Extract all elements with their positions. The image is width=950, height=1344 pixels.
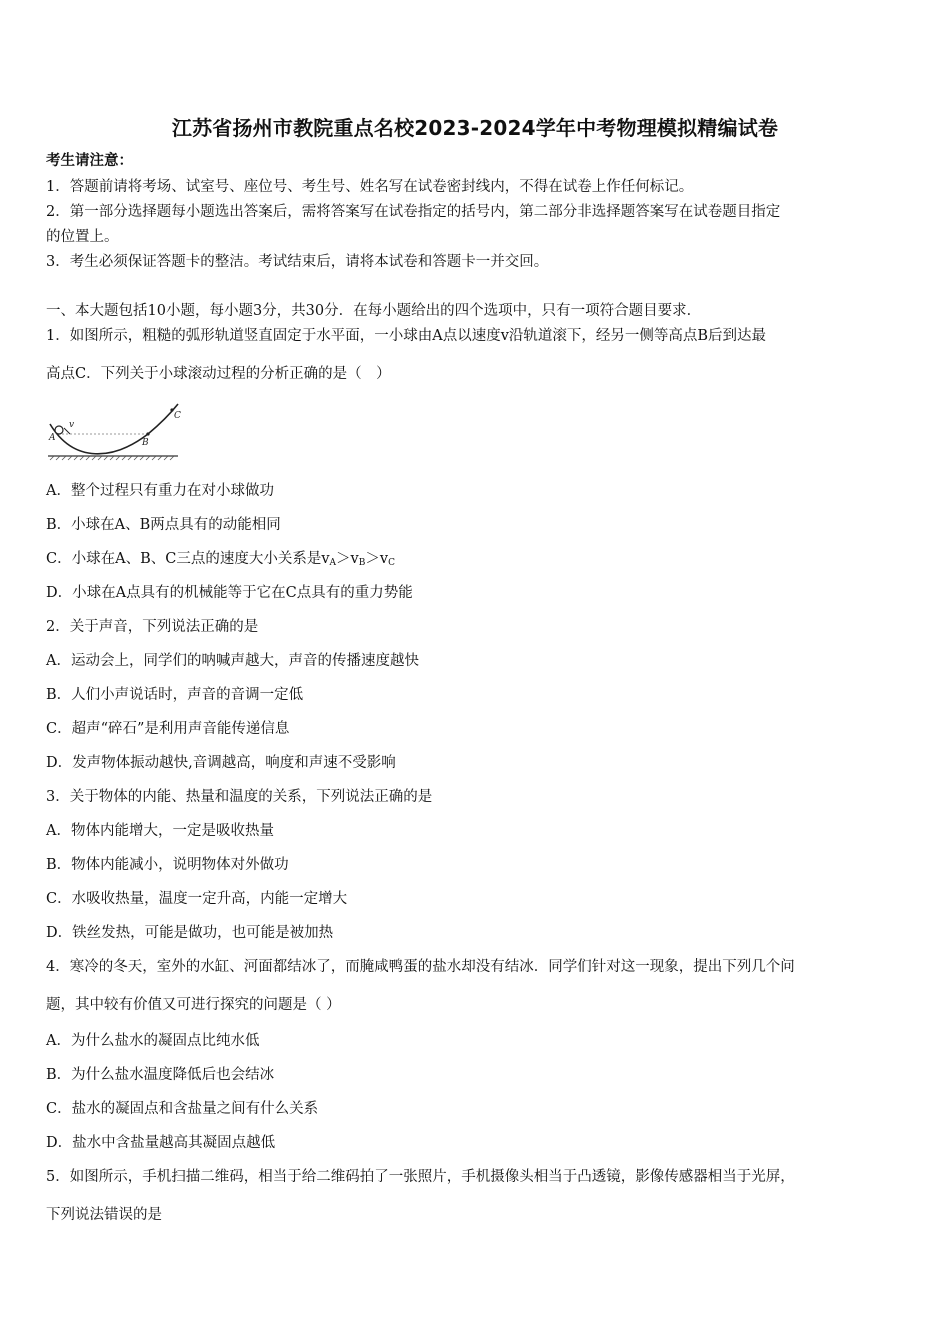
- velocity-symbol: v: [350, 551, 359, 567]
- q5-stem-line2: 下列说法错误的是: [46, 1207, 162, 1223]
- q4-stem-line1: 4．寒冷的冬天，室外的水缸、河面都结冰了，而腌咸鸭蛋的盐水却没有结冰．同学们针对这一现象，提出下列几个问: [46, 959, 795, 975]
- point-b-marker: [146, 432, 149, 435]
- q5-stem-line1: 5．如图所示，手机扫描二维码，相当于给二维码拍了一张照片，手机摄像头相当于凸透镜，影像传感器相当于光屏，: [46, 1169, 795, 1185]
- q4-stem-line2: 题，其中较有价值又可进行探究的问题是（ ）: [46, 997, 341, 1013]
- q1-track-figure: [44, 398, 190, 464]
- q3-option-a: A．物体内能增大，一定是吸收热量: [46, 823, 274, 839]
- greater-than-sign: ＞: [365, 551, 380, 567]
- label-b: B: [142, 438, 149, 448]
- q4-option-b: B．为什么盐水温度降低后也会结冰: [46, 1067, 275, 1083]
- q1-option-b: B．小球在A、B两点具有的动能相同: [46, 517, 281, 533]
- velocity-symbol: v: [321, 551, 330, 567]
- subscript-a: A: [329, 558, 337, 568]
- section-heading: 一、本大题包括10小题，每小题3分，共30分．在每小题给出的四个选项中，只有一项符合题目要求．: [46, 303, 702, 319]
- exam-title: 江苏省扬州市教院重点名校2023-2024学年中考物理模拟精编试卷: [171, 116, 779, 140]
- notice-2-cont: 的位置上。: [46, 229, 119, 245]
- q3-stem: 3．关于物体的内能、热量和温度的关系，下列说法正确的是: [46, 789, 433, 805]
- notice-3: 3．考生必须保证答题卡的整洁。考试结束后，请将本试卷和答题卡一并交回。: [46, 254, 549, 270]
- q3-option-b: B．物体内能减小，说明物体对外做功: [46, 857, 289, 873]
- q2-option-d: D．发声物体振动越快,音调越高，响度和声速不受影响: [46, 755, 396, 771]
- q3-option-d: D．铁丝发热，可能是做功，也可能是被加热: [46, 925, 334, 941]
- notice-heading: 考生请注意：: [46, 152, 133, 169]
- subscript-b: B: [358, 558, 366, 568]
- q1-option-c: [46, 549, 395, 573]
- q2-option-b: B．人们小声说话时，声音的音调一定低: [46, 687, 304, 703]
- q1-stem-line2: 高点C．下列关于小球滚动过程的分析正确的是（ ）: [46, 366, 391, 382]
- q1-option-c-text: C．小球在A、B、C三点的速度大小关系是: [46, 551, 322, 567]
- q4-option-a: A．为什么盐水的凝固点比纯水低: [46, 1033, 260, 1049]
- notice-1: 1．答题前请将考场、试室号、座位号、考生号、姓名写在试卷密封线内，不得在试卷上作任何标记。: [46, 179, 694, 195]
- q2-option-a: A．运动会上，同学们的呐喊声越大，声音的传播速度越快: [46, 653, 419, 669]
- greater-than-sign: ＞: [336, 551, 351, 567]
- q1-option-a: A．整个过程只有重力在对小球做功: [46, 483, 274, 499]
- q3-option-c: C．水吸收热量，温度一定升高，内能一定增大: [46, 891, 348, 907]
- q1-option-d: D．小球在A点具有的机械能等于它在C点具有的重力势能: [46, 585, 413, 601]
- velocity-symbol: v: [379, 551, 389, 567]
- q4-option-c: C．盐水的凝固点和含盐量之间有什么关系: [46, 1101, 319, 1117]
- q4-option-d: D．盐水中含盐量越高其凝固点越低: [46, 1135, 276, 1151]
- q2-option-c: C．超声“碎石”是利用声音能传递信息: [46, 721, 290, 737]
- label-v: v: [69, 420, 75, 430]
- q1-stem-line1: 1．如图所示，粗糙的弧形轨道竖直固定于水平面，一小球由A点以速度v沿轨道滚下，经另一侧等高点B后到达最: [46, 328, 767, 344]
- notice-2: 2．第一部分选择题每小题选出答案后，需将答案写在试卷指定的括号内，第二部分非选择题答案写在试卷题目指定: [46, 204, 781, 220]
- label-a: A: [49, 433, 56, 443]
- subscript-c: C: [388, 558, 395, 568]
- q2-stem: 2．关于声音，下列说法正确的是: [46, 619, 259, 635]
- label-c: C: [174, 411, 181, 421]
- ball-a: [55, 426, 63, 434]
